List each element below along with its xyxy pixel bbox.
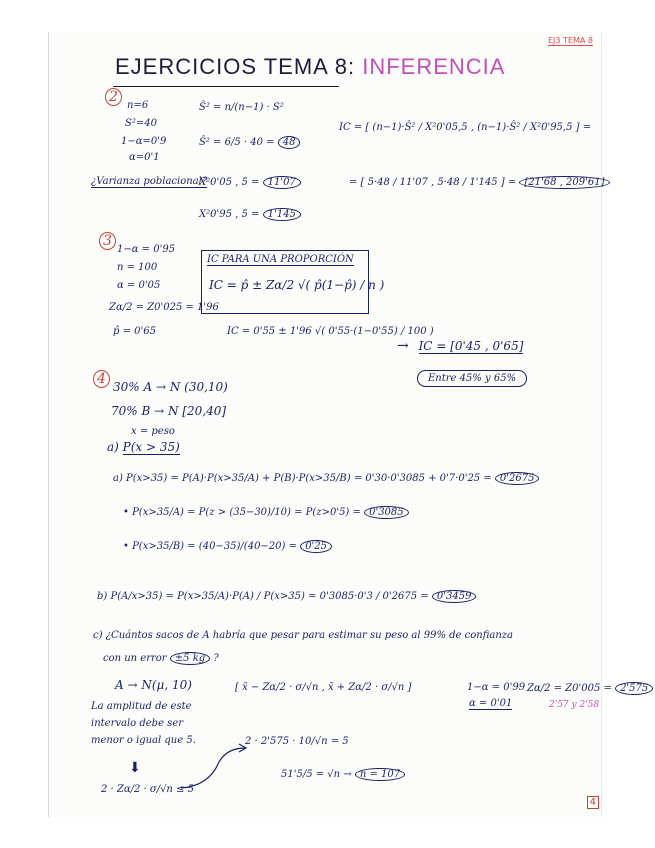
ex4-line1: 30% A → N (30,10): [113, 380, 228, 394]
ex2-given-alpha: α=0'1: [129, 152, 160, 163]
ex3-given-p: p̂ = 0'65: [113, 326, 156, 337]
title-accent: INFERENCIA: [362, 54, 506, 79]
ex2-chi1: X²0'05 , 5 = 11'07: [199, 176, 301, 189]
ex2-question: ¿Varianza poblacional?: [91, 176, 208, 187]
down-arrow-icon: ⬇: [129, 760, 141, 776]
ex4-line3: x = peso: [131, 426, 175, 437]
page-number: 4: [587, 796, 599, 809]
ex4-c-z-note: 2'57 y 2'58: [549, 700, 600, 710]
ex3-calc: IC = 0'55 ± 1'96 √( 0'55·(1−0'55) / 100 ): [227, 326, 434, 337]
notebook-page: [48, 32, 649, 817]
ex4-c-alpha: 1−α = 0'99: [467, 682, 526, 693]
ex3-box-formula: IC = p̂ ± Zα/2 √( p̂(1−p̂) / n ): [209, 278, 385, 292]
title-main: EJERCICIOS TEMA 8:: [115, 54, 356, 79]
ex4-c-model: A → N(μ, 10): [115, 678, 192, 692]
ex2-chi1-value: 11'07: [263, 176, 301, 189]
ex4-c-interval: [ x̄ − Zα/2 · σ/√n , x̄ + Zα/2 · σ/√n ]: [235, 682, 412, 693]
ex4-c-error: ±5 kg: [170, 652, 210, 665]
ex4-a-result: 0'2675: [495, 472, 540, 485]
ex4-c-n: n = 107: [355, 768, 405, 781]
ex2-variance-calc: Ŝ² = 6/5 · 40 = 48: [199, 136, 300, 149]
ex3-conclusion: Entre 45% y 65%: [417, 370, 527, 387]
ex4-c-line2: con un error ±5 kg ?: [103, 653, 219, 664]
ex3-given-z: Zα/2 = Z0'025 = 1'96: [109, 302, 219, 313]
ex4-a-line3: • P(x>35/B) = (40−35)/(40−20) = 0'25: [123, 540, 332, 553]
ex4-a-header: a) P(x > 35): [107, 440, 180, 454]
ex4-number: 4: [93, 370, 110, 388]
ex2-given-conf: 1−α=0'9: [121, 136, 167, 147]
ex4-a-result2: 0'3085: [364, 506, 409, 519]
ex2-chi2: X²0'95 , 5 = 1'145: [199, 208, 301, 221]
ex2-ic-formula: IC = [ (n−1)·Ŝ² / X²0'05,5 , (n−1)·Ŝ² / X²0'95,5 ] =: [339, 122, 592, 133]
ex4-c-eq1: 2 · 2'575 · 10/√n = 5: [245, 736, 349, 747]
ex3-given-conf: 1−α = 0'95: [117, 244, 176, 255]
header-tag: EJ3 TEMA 8: [548, 36, 593, 45]
ex3-box-title: IC PARA UNA PROPORCIÓN: [207, 254, 354, 265]
ex4-a-result3: 0'25: [300, 540, 332, 553]
ex4-c-eq2: 51'5/5 = √n → n = 107: [281, 768, 405, 781]
ex2-number: 2: [105, 88, 122, 106]
ex3-result: → IC = [0'45 , 0'65]: [397, 338, 524, 354]
ex4-c-z: Zα/2 = Z0'005 = 2'575: [527, 682, 653, 695]
ex3-given-alpha: α = 0'05: [117, 280, 161, 291]
title-underline: [113, 86, 339, 87]
ex2-ic-result: [21'68 , 209'61]: [519, 176, 609, 189]
ex2-given-s2: S²=40: [125, 118, 157, 129]
ex2-variance-result: 48: [278, 136, 301, 149]
page-title: [115, 54, 505, 80]
ex4-a-line2: • P(x>35/A) = P(z > (35−30)/10) = P(z>0'5) = 0'3085: [123, 506, 409, 519]
ex2-given-n: n=6: [127, 100, 149, 111]
ex4-b-line: b) P(A/x>35) = P(x>35/A)·P(A) / P(x>35) = 0'3085·0'3 / 0'2675 = 0'3459: [97, 590, 476, 603]
ex2-chi2-value: 1'145: [263, 208, 301, 221]
ex3-number: 3: [99, 232, 116, 250]
ex4-c-z-value: 2'575: [615, 682, 653, 695]
ex4-c-ineq: 2 · Zα/2 · σ/√n ≤ 5: [101, 784, 194, 795]
curved-arrow-icon: [179, 742, 249, 792]
ex4-c-alpha2: α = 0'01: [469, 698, 513, 709]
ex4-line2: 70% B → N [20,40]: [111, 404, 227, 418]
ex4-c-note: La amplitud de este intervalo debe ser menor o igual que 5.: [91, 701, 196, 746]
ex4-a-line1: a) P(x>35) = P(A)·P(x>35/A) + P(B)·P(x>35/B) = 0'30·0'3085 + 0'7·0'25 = 0'2675: [113, 472, 539, 485]
ex3-given-n: n = 100: [117, 262, 158, 273]
ex2-ic-calc: = [ 5·48 / 11'07 , 5·48 / 1'145 ] = [21'68 , 209'61]: [349, 176, 610, 189]
ex4-b-result: 0'3459: [432, 590, 477, 603]
ex4-c-line1: c) ¿Cuántos sacos de A habría que pesar para estimar su peso al 99% de confianza: [93, 630, 514, 641]
ex2-variance-formula: Ŝ² = n/(n−1) · S²: [199, 102, 284, 113]
